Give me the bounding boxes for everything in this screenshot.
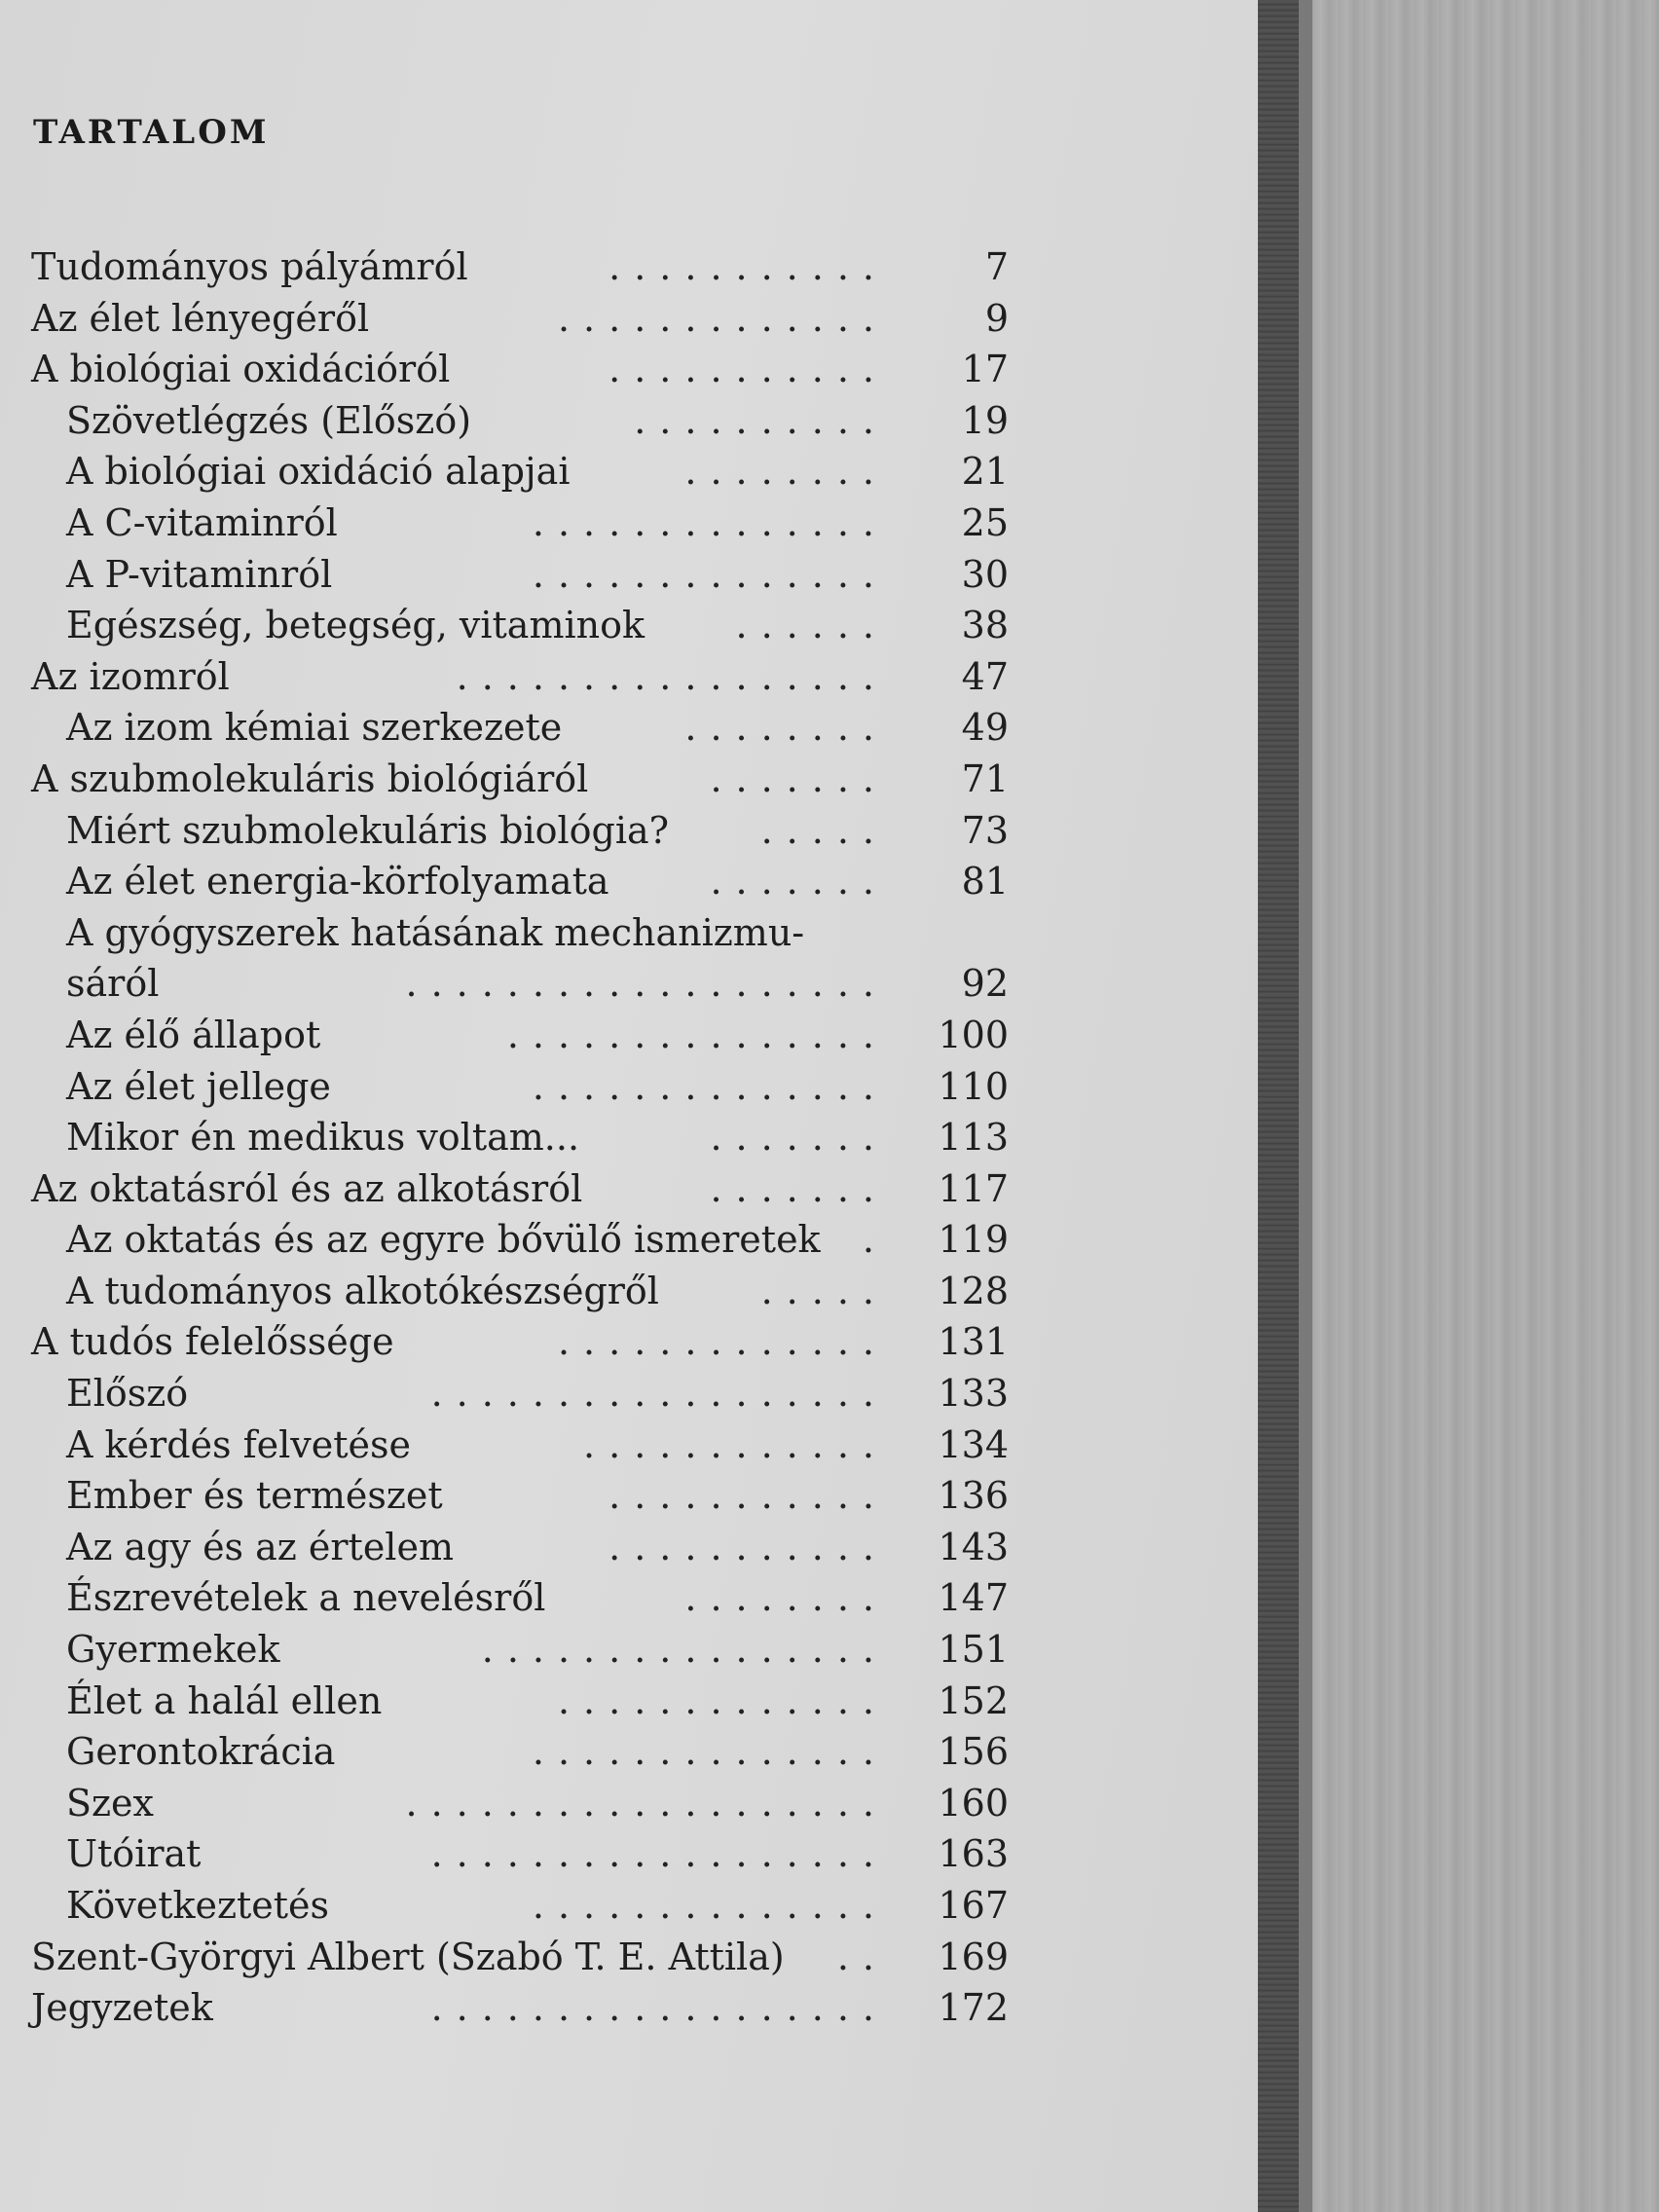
- toc-entry-page: 113: [938, 1116, 1009, 1160]
- toc-entry: [0, 907, 1258, 959]
- toc-entry-page: 17: [961, 348, 1009, 391]
- toc-entry: [0, 1982, 1258, 2034]
- dot-leader: .............: [557, 1320, 888, 1364]
- toc-entry: [0, 754, 1258, 805]
- toc-entry: [0, 1163, 1258, 1215]
- dot-leader: ........: [684, 1576, 888, 1620]
- toc-entry: [0, 1624, 1258, 1676]
- toc-entry: [0, 600, 1258, 651]
- toc-entry-title: Az izomról: [31, 654, 230, 698]
- toc-entry-page: 110: [938, 1064, 1009, 1108]
- dot-leader: ................: [481, 1628, 888, 1672]
- toc-entry-page: 92: [961, 962, 1009, 1006]
- dot-leader: .......: [710, 756, 888, 800]
- dot-leader: .......: [710, 860, 888, 903]
- toc-entry: [0, 1880, 1258, 1932]
- toc-entry-title: A tudományos alkotókészségről: [66, 1269, 659, 1312]
- toc-entry-title: A tudós felelőssége: [31, 1320, 394, 1364]
- cover-edge: [1299, 0, 1312, 2212]
- page-title: TARTALOM: [33, 113, 270, 152]
- toc-entry-title: Szent-Györgyi Albert (Szabó T. E. Attila): [31, 1935, 785, 1978]
- toc-entry: [0, 805, 1258, 857]
- toc-entry-page: 131: [938, 1320, 1009, 1364]
- toc-entry: [0, 1828, 1258, 1880]
- dot-leader: ..............: [532, 1884, 888, 1927]
- toc-entry-title: A biológiai oxidációról: [31, 348, 451, 391]
- background-surface: [1312, 0, 1659, 2212]
- dot-leader: ...................: [405, 1781, 888, 1825]
- dot-leader: ...........: [608, 1474, 888, 1518]
- toc-entry-title: Élet a halál ellen: [66, 1678, 383, 1722]
- toc-entry-title: Szex: [66, 1781, 154, 1825]
- toc-entry-title: Az élet jellege: [66, 1064, 331, 1108]
- dot-leader: ...........: [608, 348, 888, 391]
- toc-entry-page: 7: [984, 245, 1009, 288]
- toc-entry-page: 19: [961, 398, 1009, 442]
- toc-entry-page: 47: [961, 654, 1009, 698]
- toc-entry: [0, 1778, 1258, 1829]
- dot-leader: ..................: [430, 1986, 888, 2030]
- toc-entry: [0, 856, 1258, 907]
- dot-leader: ..............: [532, 552, 888, 596]
- toc-entry: [0, 344, 1258, 395]
- toc-entry: [0, 395, 1258, 447]
- toc-entry-page: 9: [984, 296, 1009, 340]
- toc-entry: [0, 1470, 1258, 1522]
- toc-entry: [0, 1010, 1258, 1061]
- toc-entry-page: 133: [938, 1372, 1009, 1416]
- toc-entry: [0, 702, 1258, 754]
- toc-entry-title: Az élet lényegéről: [31, 296, 370, 340]
- toc-entry-title: sáról: [66, 962, 160, 1006]
- toc-entry-page: 156: [938, 1730, 1009, 1774]
- toc-entry-page: 49: [961, 706, 1009, 750]
- dot-leader: ...........: [608, 245, 888, 288]
- toc-entry: [0, 1522, 1258, 1573]
- toc-entry-page: 119: [938, 1218, 1009, 1262]
- toc-entry-page: 73: [961, 808, 1009, 852]
- toc-entry: [0, 1572, 1258, 1624]
- toc-entry-title: Az izom kémiai szerkezete: [66, 706, 563, 750]
- toc-entry: [0, 1214, 1258, 1266]
- dot-leader: .............: [557, 1678, 888, 1722]
- toc-entry-page: 128: [938, 1269, 1009, 1312]
- book-spine: [1258, 0, 1299, 2212]
- toc-entry-title: Az agy és az értelem: [66, 1525, 454, 1568]
- dot-leader: ..........: [634, 398, 888, 442]
- toc-entry-title: Az élő állapot: [66, 1013, 321, 1056]
- dot-leader: .: [862, 1218, 888, 1262]
- dot-leader: ..............: [532, 1730, 888, 1774]
- toc-entry-title: Következtetés: [66, 1884, 330, 1927]
- toc-entry-title: Szövetlégzés (Előszó): [66, 398, 472, 442]
- toc-entry-page: 163: [938, 1832, 1009, 1876]
- toc-entry-title: Az oktatásról és az alkotásról: [31, 1166, 583, 1210]
- table-of-contents: [0, 241, 1258, 2034]
- toc-entry: [0, 1112, 1258, 1163]
- toc-entry-page: 143: [938, 1525, 1009, 1568]
- toc-entry-page: 100: [938, 1013, 1009, 1056]
- toc-entry-page: 71: [961, 756, 1009, 800]
- toc-entry-page: 169: [938, 1935, 1009, 1978]
- toc-entry-title: Ember és természet: [66, 1474, 443, 1518]
- toc-entry-title: Az élet energia-körfolyamata: [66, 860, 609, 903]
- toc-entry-title: Tudományos pályámról: [31, 245, 468, 288]
- toc-entry-page: 147: [938, 1576, 1009, 1620]
- dot-leader: ............: [583, 1422, 888, 1466]
- toc-entry-title: Jegyzetek: [31, 1986, 213, 2030]
- toc-entry-page: 136: [938, 1474, 1009, 1518]
- toc-entry-page: 151: [938, 1628, 1009, 1672]
- toc-entry: [0, 1676, 1258, 1727]
- toc-entry: [0, 241, 1258, 293]
- toc-entry: [0, 1266, 1258, 1317]
- toc-entry-title: A kérdés felvetése: [66, 1422, 412, 1466]
- dot-leader: .......: [710, 1166, 888, 1210]
- toc-entry: [0, 1061, 1258, 1113]
- toc-entry-page: 25: [961, 500, 1009, 544]
- dot-leader: .......: [710, 1116, 888, 1160]
- dot-leader: ..................: [430, 1832, 888, 1876]
- dot-leader: ........: [684, 450, 888, 494]
- toc-entry-title: Mikor én medikus voltam...: [66, 1116, 580, 1160]
- toc-entry-title: Egészség, betegség, vitaminok: [66, 604, 645, 647]
- toc-entry-page: 81: [961, 860, 1009, 903]
- dot-leader: ........: [684, 706, 888, 750]
- toc-entry-page: 38: [961, 604, 1009, 647]
- dot-leader: .................: [456, 654, 888, 698]
- toc-entry: [0, 293, 1258, 345]
- toc-entry-page: 172: [938, 1986, 1009, 2030]
- toc-entry-title: Az oktatás és az egyre bővülő ismeretek: [66, 1218, 821, 1262]
- toc-entry-page: 117: [938, 1166, 1009, 1210]
- dot-leader: ..: [836, 1935, 888, 1978]
- dot-leader: ..............: [532, 500, 888, 544]
- toc-entry: [0, 549, 1258, 601]
- toc-entry-title: Gyermekek: [66, 1628, 280, 1672]
- toc-entry: [0, 1316, 1258, 1368]
- toc-entry-page: 160: [938, 1781, 1009, 1825]
- dot-leader: ..................: [430, 1372, 888, 1416]
- dot-leader: ...............: [506, 1013, 888, 1056]
- toc-entry-page: 167: [938, 1884, 1009, 1927]
- toc-entry-title: Gerontokrácia: [66, 1730, 336, 1774]
- toc-entry: [0, 446, 1258, 498]
- toc-entry: [0, 498, 1258, 549]
- toc-entry-page: 30: [961, 552, 1009, 596]
- toc-entry-title: A gyógyszerek hatásának mechanizmu-: [66, 910, 805, 954]
- toc-entry: [0, 651, 1258, 703]
- dot-leader: ...................: [405, 962, 888, 1006]
- dot-leader: .....: [760, 1269, 888, 1312]
- toc-entry: [0, 1419, 1258, 1471]
- dot-leader: ..............: [532, 1064, 888, 1108]
- toc-entry-title: A C-vitaminról: [66, 500, 338, 544]
- toc-entry: [0, 958, 1258, 1010]
- toc-entry-page: 134: [938, 1422, 1009, 1466]
- toc-entry-title: A biológiai oxidáció alapjai: [66, 450, 571, 494]
- toc-entry-title: A P-vitaminról: [66, 552, 333, 596]
- toc-entry-title: A szubmolekuláris biológiáról: [31, 756, 589, 800]
- dot-leader: .............: [557, 296, 888, 340]
- toc-entry: [0, 1932, 1258, 1983]
- toc-entry-title: Észrevételek a nevelésről: [66, 1576, 546, 1620]
- toc-entry-page: 152: [938, 1678, 1009, 1722]
- toc-entry-page: 21: [961, 450, 1009, 494]
- toc-entry-title: Miért szubmolekuláris biológia?: [66, 808, 670, 852]
- toc-entry: [0, 1368, 1258, 1419]
- dot-leader: ......: [735, 604, 888, 647]
- toc-entry: [0, 1726, 1258, 1778]
- toc-entry-title: Utóirat: [66, 1832, 202, 1876]
- dot-leader: ...........: [608, 1525, 888, 1568]
- dot-leader: .....: [760, 808, 888, 852]
- toc-entry-title: Előszó: [66, 1372, 189, 1416]
